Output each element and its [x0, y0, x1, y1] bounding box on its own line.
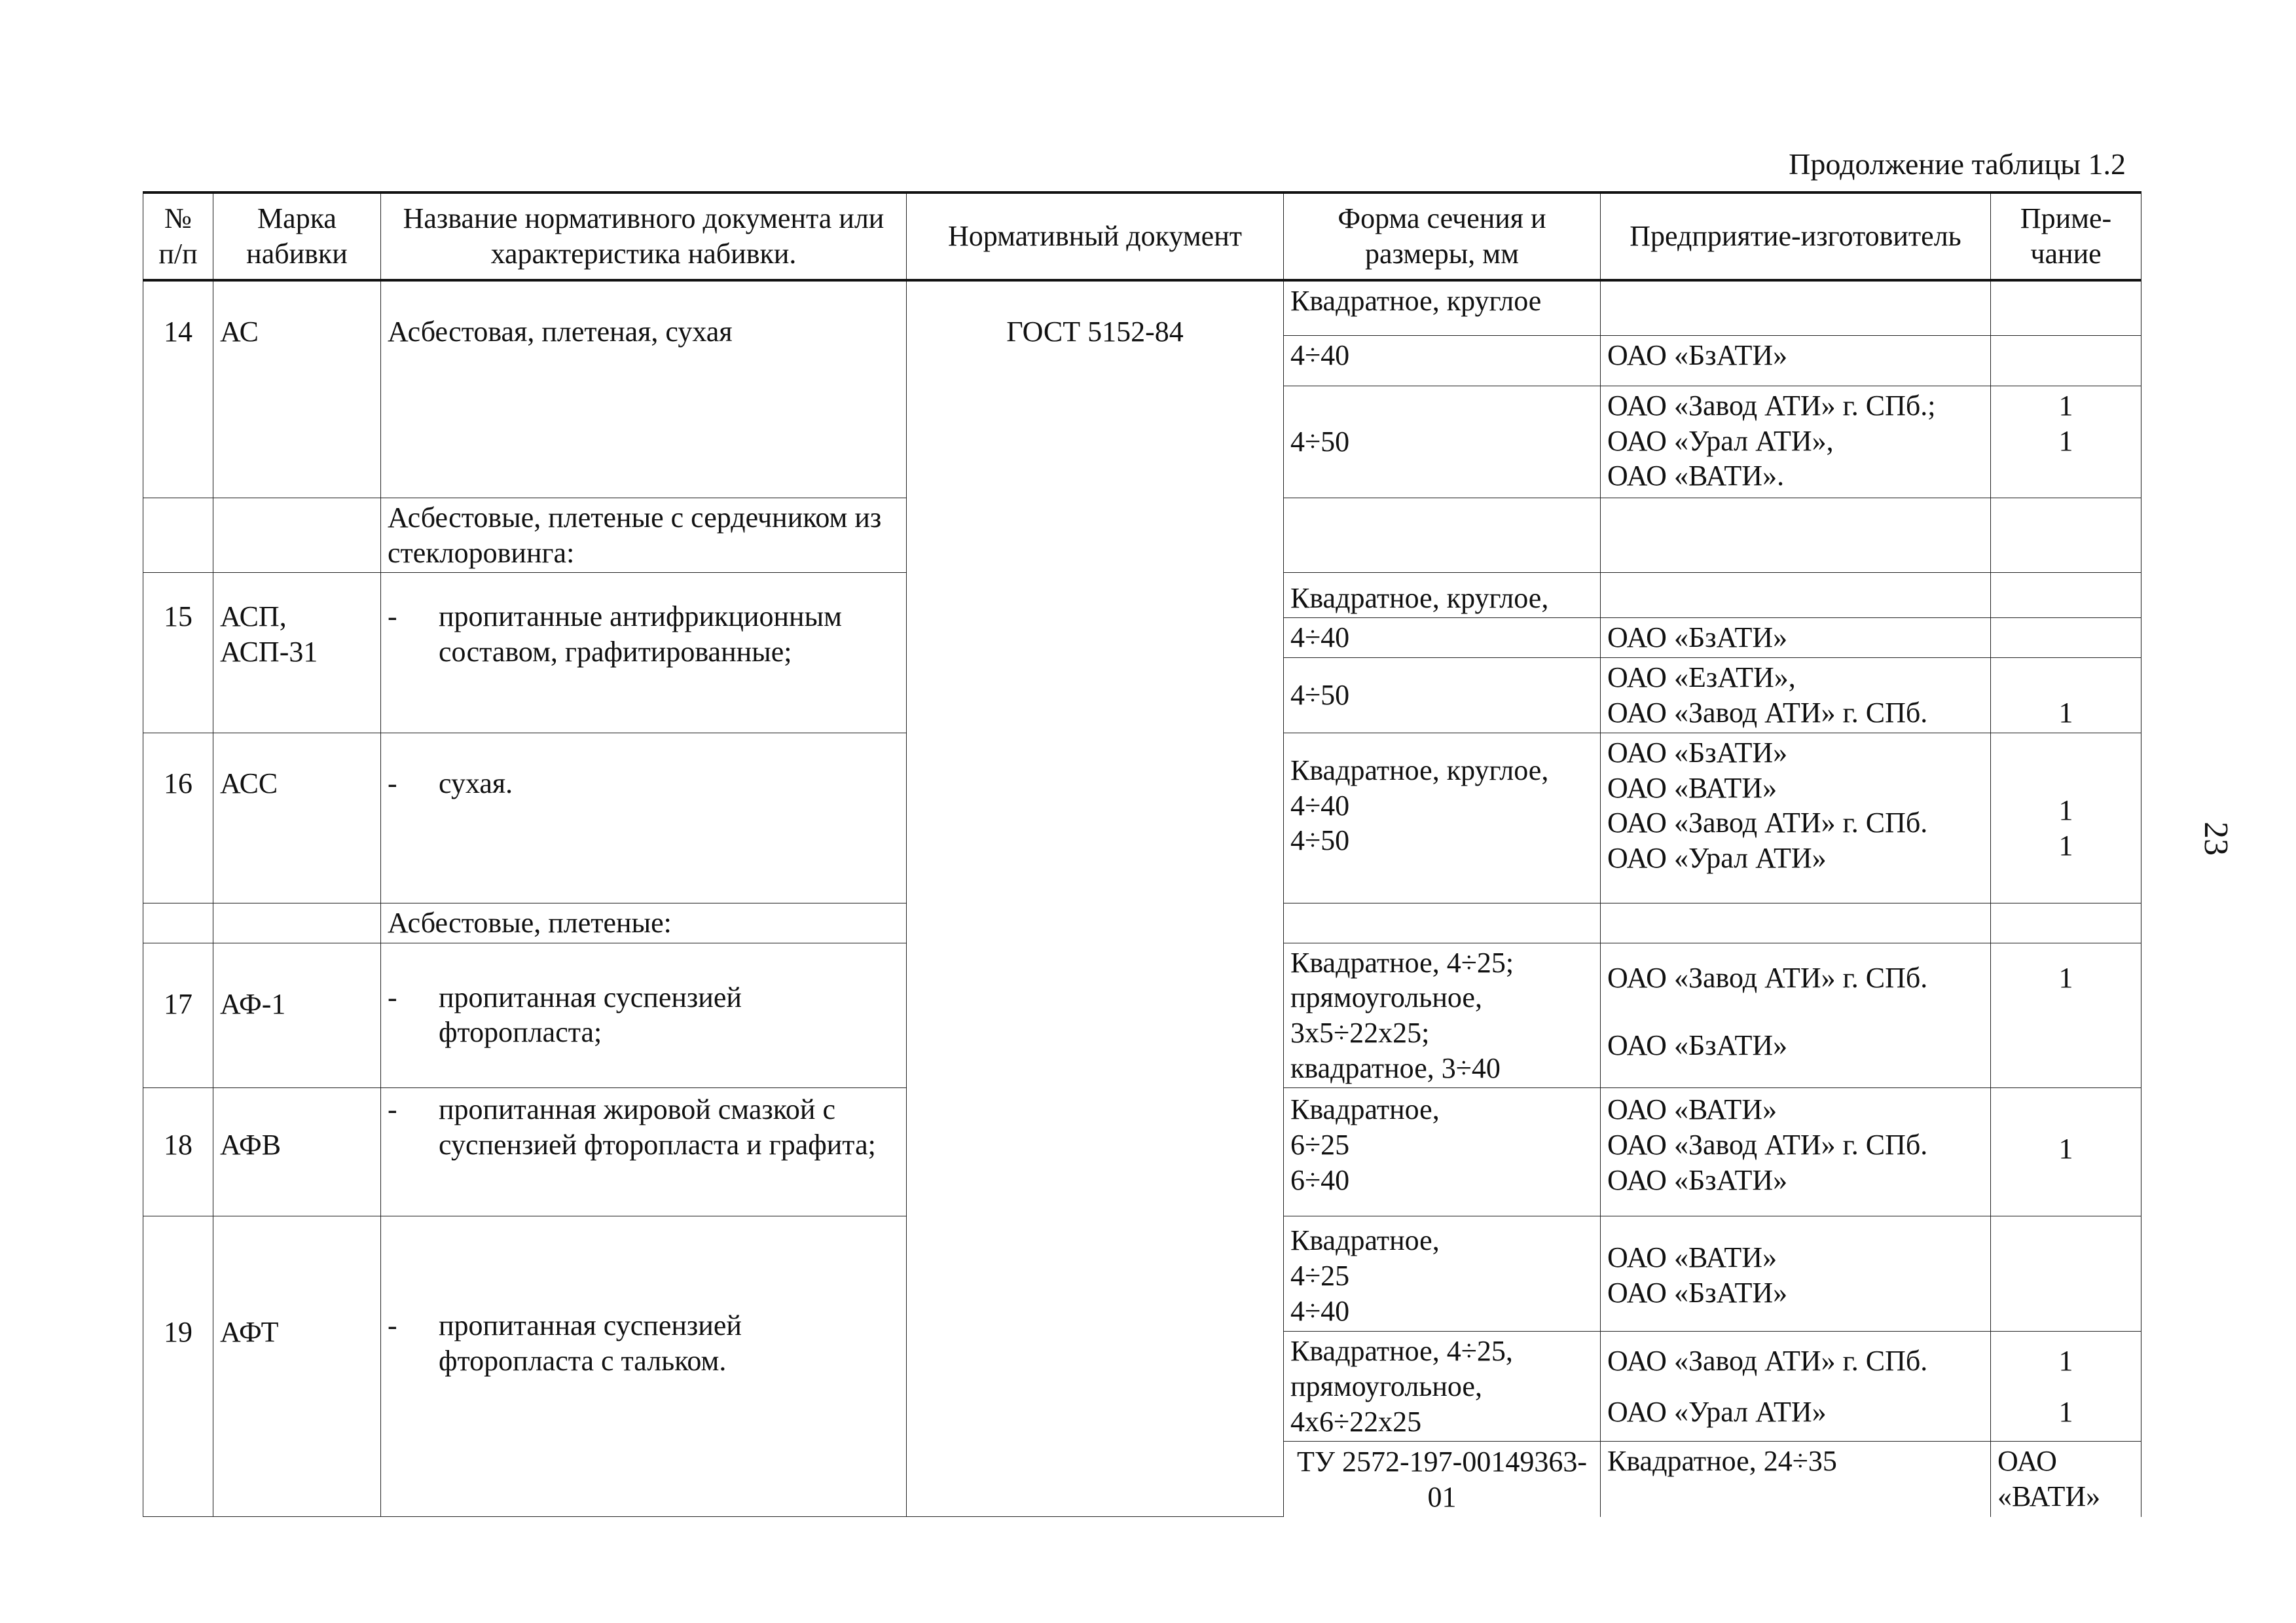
- dash-marker: -: [388, 767, 397, 800]
- row-num: 17: [143, 943, 213, 1088]
- maker-cell: ОАО «ВАТИ»: [1991, 1442, 2141, 1517]
- table-header-row: [143, 192, 2141, 280]
- maker-line: ОАО «Завод АТИ» г. СПб.: [1607, 961, 1928, 994]
- shape-cell: 4÷50: [1284, 386, 1601, 498]
- shape-cell: [1284, 903, 1601, 943]
- row-desc: [381, 943, 907, 1088]
- shape-cell: [1284, 498, 1601, 573]
- maker-cell: [1601, 1088, 1991, 1216]
- note-line: 1: [2058, 794, 2073, 827]
- shape-line: прямоугольное,: [1290, 981, 1482, 1014]
- shape-line: 6÷40: [1290, 1163, 1350, 1196]
- header-doc: Нормативный документ: [907, 192, 1284, 280]
- maker-line: ОАО «ЕзАТИ»,: [1607, 661, 1796, 694]
- row-desc: [381, 1088, 907, 1216]
- shape-line: 4÷40: [1290, 1294, 1350, 1327]
- shape-line: прямоугольное,: [1290, 1370, 1482, 1403]
- maker-line: ОАО «БзАТИ»: [1607, 737, 1788, 769]
- row-mark: АС: [213, 280, 381, 498]
- shape-line: Квадратное, 4÷25;: [1290, 946, 1514, 979]
- row-num: 19: [143, 1216, 213, 1517]
- note-cell: [1991, 386, 2141, 498]
- note-cell: [1991, 618, 2141, 658]
- table-row: [143, 280, 2141, 336]
- shape-line: 4÷50: [1290, 824, 1350, 857]
- note-cell: 1: [1991, 943, 2141, 1088]
- row-mark: АФ-1: [213, 943, 381, 1088]
- desc-text: пропитанная суспензией фторопласта с тальком.: [439, 1309, 742, 1377]
- shape-line: 4х6÷22х25: [1290, 1405, 1422, 1438]
- shape-line: Квадратное, круглое,: [1290, 754, 1549, 787]
- maker-line: ОАО «Завод АТИ» г. СПб.;: [1607, 390, 1936, 422]
- row-doc: ТУ 2572-197-00149363-01: [1284, 1442, 1601, 1517]
- shape-line: 6÷25: [1290, 1129, 1350, 1161]
- row-num: 16: [143, 733, 213, 903]
- note-cell: [1991, 573, 2141, 618]
- shape-cell: [1284, 733, 1601, 903]
- maker-cell: [1601, 1216, 1991, 1332]
- maker-line: ОАО «Завод АТИ» г. СПб.: [1607, 1345, 1928, 1377]
- row-mark: АСП, АСП-31: [213, 573, 381, 733]
- shape-cell: [1284, 943, 1601, 1088]
- note-line: 1: [2058, 829, 2073, 862]
- dash-marker: -: [388, 1093, 397, 1126]
- shape-cell: Квадратное, 24÷35: [1601, 1442, 1991, 1517]
- header-maker: Предприятие-изготовитель: [1601, 192, 1991, 280]
- maker-cell: ОАО «БзАТИ»: [1601, 618, 1991, 658]
- maker-cell: [1601, 733, 1991, 903]
- maker-cell: [1601, 498, 1991, 573]
- row-num: 15: [143, 573, 213, 733]
- note-cell: [1991, 1216, 2141, 1332]
- group-heading: Асбестовые, плетеные с сердечником из стеклоровинга:: [381, 498, 907, 573]
- shape-line: квадратное, 3÷40: [1290, 1051, 1501, 1084]
- shape-cell: [1284, 1332, 1601, 1442]
- desc-text: сухая.: [439, 767, 513, 800]
- shape-line: Квадратное, 4÷25,: [1290, 1335, 1513, 1368]
- note-cell: [1991, 280, 2141, 336]
- desc-text: пропитанная жировой смазкой с суспензией фторопласта и графита;: [439, 1093, 876, 1161]
- maker-line: ОАО «БзАТИ»: [1607, 1029, 1788, 1062]
- maker-line: ОАО «ВАТИ»: [1607, 1093, 1777, 1126]
- row-mark: АСС: [213, 733, 381, 903]
- shape-cell: [1284, 1088, 1601, 1216]
- shape-line: Квадратное,: [1290, 1224, 1440, 1257]
- maker-line: ОАО «Завод АТИ» г. СПб.: [1607, 696, 1928, 729]
- maker-cell: [1601, 386, 1991, 498]
- row-desc: [381, 573, 907, 733]
- row-num: [143, 903, 213, 943]
- row-num: [143, 498, 213, 573]
- desc-text: пропитанная суспензией фторопласта;: [439, 981, 742, 1049]
- row-desc: [381, 733, 907, 903]
- dash-marker: -: [388, 981, 397, 1013]
- shape-line: 3х5÷22х25;: [1290, 1017, 1430, 1049]
- table-caption: Продолжение таблицы 1.2: [1789, 147, 2126, 181]
- row-mark: АФТ: [213, 1216, 381, 1517]
- note-cell: 1: [1991, 658, 2141, 733]
- note-cell: 1: [1991, 1088, 2141, 1216]
- packing-table: [143, 191, 2141, 1517]
- header-num: № п/п: [143, 192, 213, 280]
- maker-cell: [1601, 943, 1991, 1088]
- maker-cell: [1601, 903, 1991, 943]
- shape-cell: Квадратное, круглое: [1284, 280, 1601, 336]
- maker-line: ОАО «ВАТИ»: [1607, 771, 1777, 804]
- maker-line: ОАО «Завод АТИ» г. СПб.: [1607, 1129, 1928, 1161]
- maker-line: ОАО «Урал АТИ»,: [1607, 424, 1834, 457]
- shape-cell: 4÷40: [1284, 336, 1601, 386]
- page-number: 23: [2197, 822, 2234, 856]
- note-cell: [1991, 336, 2141, 386]
- desc-text: пропитанные антифрикционным составом, графитированные;: [439, 600, 842, 668]
- shape-cell: 4÷40: [1284, 618, 1601, 658]
- note-line: 1: [2058, 424, 2073, 457]
- header-shape: Форма сечения и размеры, мм: [1284, 192, 1601, 280]
- maker-cell: [1601, 1332, 1991, 1442]
- maker-line: ОАО «БзАТИ»: [1607, 1277, 1788, 1309]
- maker-cell: [1601, 573, 1991, 618]
- maker-line: ОАО «Завод АТИ» г. СПб.: [1607, 807, 1928, 839]
- maker-line: ОАО «Урал АТИ»: [1607, 1396, 1827, 1429]
- shape-line: 4÷25: [1290, 1260, 1350, 1292]
- group-heading: Асбестовые, плетеные:: [381, 903, 907, 943]
- row-doc: ГОСТ 5152-84: [907, 280, 1284, 1517]
- note-line: 1: [2058, 1396, 2073, 1429]
- note-cell: [1991, 903, 2141, 943]
- note-line: 1: [2058, 1345, 2073, 1377]
- row-mark: АФВ: [213, 1088, 381, 1216]
- maker-line: ОАО «ВАТИ»: [1607, 1241, 1777, 1274]
- note-cell: [1991, 498, 2141, 573]
- row-mark: [213, 903, 381, 943]
- shape-line: Квадратное,: [1290, 1093, 1440, 1126]
- maker-line: ОАО «БзАТИ»: [1607, 1163, 1788, 1196]
- shape-cell: 4÷50: [1284, 658, 1601, 733]
- row-mark: [213, 498, 381, 573]
- maker-cell: [1601, 658, 1991, 733]
- shape-cell: [1284, 1216, 1601, 1332]
- dash-marker: -: [388, 600, 397, 633]
- row-num: 18: [143, 1088, 213, 1216]
- header-name: Название нормативного документа или характеристика набивки.: [381, 192, 907, 280]
- maker-cell: [1601, 280, 1991, 336]
- shape-line: 4÷40: [1290, 789, 1350, 822]
- maker-line: ОАО «Урал АТИ»: [1607, 842, 1827, 875]
- note-cell: [1991, 733, 2141, 903]
- shape-cell: Квадратное, круглое,: [1284, 573, 1601, 618]
- row-desc: [381, 1216, 907, 1517]
- header-note: Приме-чание: [1991, 192, 2141, 280]
- note-line: 1: [2058, 390, 2073, 422]
- header-mark: Марка набивки: [213, 192, 381, 280]
- dash-marker: -: [388, 1309, 397, 1342]
- maker-cell: ОАО «БзАТИ»: [1601, 336, 1991, 386]
- maker-line: ОАО «ВАТИ».: [1607, 460, 1785, 492]
- row-desc: Асбестовая, плетеная, сухая: [381, 280, 907, 498]
- row-num: 14: [143, 280, 213, 498]
- note-cell: [1991, 1332, 2141, 1442]
